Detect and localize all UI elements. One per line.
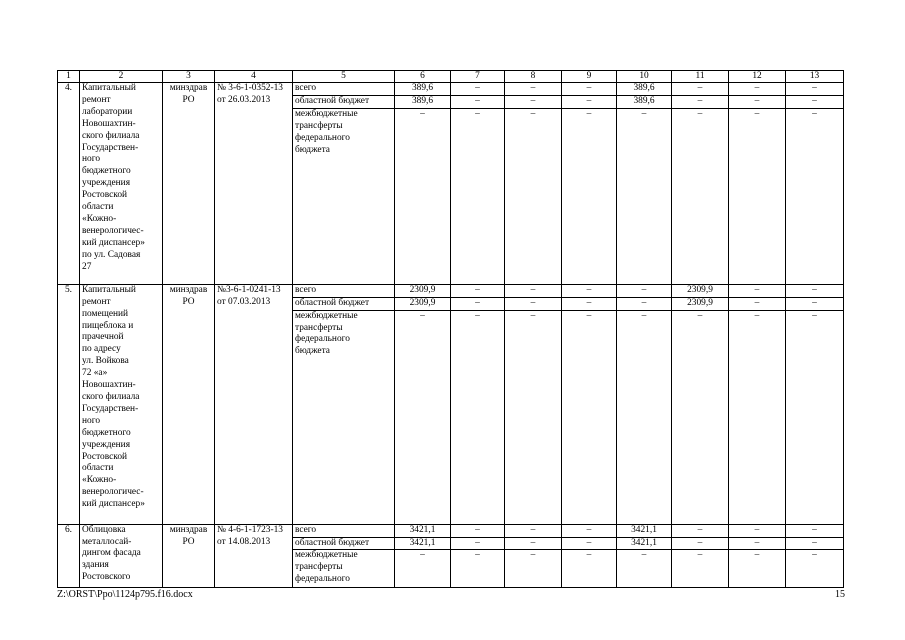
amount-cell: – bbox=[451, 550, 505, 588]
item-name-line: Капитальный bbox=[82, 284, 136, 295]
amount-cell: – bbox=[617, 108, 672, 284]
amount-cell: – bbox=[729, 108, 786, 284]
item-name-line: 72 «а» bbox=[82, 368, 108, 379]
amount-cell: – bbox=[729, 310, 786, 524]
amount-cell: – bbox=[786, 95, 844, 108]
amount-cell: – bbox=[729, 95, 786, 108]
amount-cell: – bbox=[672, 550, 729, 588]
funding-source-line: федерального bbox=[295, 132, 350, 143]
document-reference-line: от 26.03.2013 bbox=[217, 94, 271, 105]
amount-cell: – bbox=[729, 524, 786, 537]
amount-cell: – bbox=[562, 83, 617, 96]
amount-cell: – bbox=[505, 310, 562, 524]
item-name-line: Ростовской bbox=[82, 190, 128, 201]
amount-cell: – bbox=[617, 550, 672, 588]
column-number-cell: 13 bbox=[786, 71, 844, 83]
item-name-line: по адресу bbox=[82, 344, 121, 355]
column-number-cell: 3 bbox=[163, 71, 215, 83]
amount-cell: 3421,1 bbox=[395, 524, 451, 537]
funding-source-line: межбюджетные bbox=[295, 550, 358, 561]
item-name-line: венерологичес- bbox=[82, 225, 144, 236]
funding-source-line: федерального bbox=[295, 574, 350, 585]
amount-cell: – bbox=[729, 83, 786, 96]
amount-cell: – bbox=[451, 83, 505, 96]
amount-cell: – bbox=[729, 284, 786, 297]
item-name-line: кий диспансер» bbox=[82, 499, 145, 510]
amount-cell: – bbox=[786, 524, 844, 537]
amount-cell: – bbox=[451, 524, 505, 537]
item-name-line: Капитальный bbox=[82, 83, 136, 93]
amount-cell: – bbox=[562, 310, 617, 524]
table-row bbox=[58, 524, 844, 537]
document-reference-line: от 07.03.2013 bbox=[217, 296, 271, 307]
funding-source: всего bbox=[293, 83, 395, 96]
item-name-line: кий диспансер» bbox=[82, 237, 145, 248]
item-name-line: бюджетного bbox=[82, 166, 131, 177]
amount-cell: – bbox=[395, 108, 451, 284]
table-row bbox=[58, 284, 844, 297]
item-name-line: венерологичес- bbox=[82, 487, 144, 498]
amount-cell: – bbox=[505, 537, 562, 550]
item-name-line: учреждения bbox=[82, 439, 131, 450]
amount-cell: – bbox=[729, 550, 786, 588]
item-name-line: ского филиала bbox=[82, 391, 140, 402]
item-name-line: Ростовской bbox=[82, 451, 128, 462]
item-name-line: Новошахтин- bbox=[82, 380, 136, 391]
funding-source bbox=[293, 550, 395, 588]
amount-cell: 2309,9 bbox=[395, 284, 451, 297]
item-name-line: Облицовка bbox=[82, 524, 126, 535]
amount-cell: – bbox=[562, 550, 617, 588]
item-name-line: «Кожно- bbox=[82, 475, 117, 486]
amount-cell: – bbox=[562, 108, 617, 284]
organization-line: РО bbox=[182, 296, 195, 307]
amount-cell: 389,6 bbox=[395, 83, 451, 96]
column-number-cell: 7 bbox=[451, 71, 505, 83]
amount-cell: – bbox=[451, 95, 505, 108]
item-name-line: дингом фасада bbox=[82, 548, 141, 559]
item-name-line: прачечной bbox=[82, 332, 124, 343]
page-number: 15 bbox=[835, 589, 845, 600]
organization-line: минздрав bbox=[169, 83, 208, 93]
amount-cell: – bbox=[786, 108, 844, 284]
item-name-line: ного bbox=[82, 415, 101, 426]
amount-cell: 3421,1 bbox=[617, 524, 672, 537]
amount-cell: – bbox=[451, 297, 505, 310]
funding-source bbox=[293, 310, 395, 524]
amount-cell: – bbox=[672, 310, 729, 524]
funding-source-line: трансферты bbox=[295, 322, 343, 333]
amount-cell: – bbox=[729, 297, 786, 310]
amount-cell: – bbox=[672, 83, 729, 96]
document-reference-line: № 4-6-1-1723-13 bbox=[217, 524, 283, 535]
budget-table bbox=[57, 70, 844, 588]
document-reference-line: №3-6-1-0241-13 bbox=[217, 284, 281, 295]
funding-source-line: трансферты bbox=[295, 562, 343, 573]
item-name-line: области bbox=[82, 463, 114, 474]
item-number: 4. bbox=[58, 83, 80, 285]
column-number-cell: 11 bbox=[672, 71, 729, 83]
amount-cell: – bbox=[562, 284, 617, 297]
amount-cell: – bbox=[505, 524, 562, 537]
funding-source-line: федерального bbox=[295, 334, 350, 345]
amount-cell: – bbox=[451, 108, 505, 284]
item-name-line: по ул. Садовая bbox=[82, 249, 141, 260]
table-row bbox=[58, 83, 844, 96]
funding-source-line: трансферты bbox=[295, 120, 343, 131]
organization bbox=[163, 83, 215, 285]
amount-cell: – bbox=[786, 310, 844, 524]
item-name bbox=[80, 284, 163, 524]
item-name-line: Государствен- bbox=[82, 142, 139, 153]
amount-cell: – bbox=[617, 310, 672, 524]
amount-cell: – bbox=[672, 108, 729, 284]
column-number-row bbox=[58, 71, 844, 83]
amount-cell: – bbox=[395, 310, 451, 524]
item-name-line: пищеблока и bbox=[82, 320, 134, 331]
amount-cell: – bbox=[505, 284, 562, 297]
item-name-line: ского филиала bbox=[82, 130, 140, 141]
amount-cell: – bbox=[395, 550, 451, 588]
funding-source-line: бюджета bbox=[295, 144, 330, 155]
amount-cell: – bbox=[672, 537, 729, 550]
item-name-line: «Кожно- bbox=[82, 213, 117, 224]
amount-cell: – bbox=[672, 95, 729, 108]
item-name-line: области bbox=[82, 202, 114, 213]
amount-cell: 389,6 bbox=[395, 95, 451, 108]
item-name-line: ремонт bbox=[82, 94, 111, 105]
amount-cell: – bbox=[505, 297, 562, 310]
amount-cell: – bbox=[729, 537, 786, 550]
funding-source-line: межбюджетные bbox=[295, 310, 358, 321]
amount-cell: 389,6 bbox=[617, 83, 672, 96]
column-number-cell: 2 bbox=[80, 71, 163, 83]
item-name-line: ного bbox=[82, 154, 101, 165]
amount-cell: – bbox=[451, 284, 505, 297]
funding-source bbox=[293, 108, 395, 284]
amount-cell: – bbox=[505, 108, 562, 284]
funding-source: областной бюджет bbox=[293, 95, 395, 108]
amount-cell: 3421,1 bbox=[395, 537, 451, 550]
column-number-cell: 5 bbox=[293, 71, 395, 83]
item-name-line: ремонт bbox=[82, 296, 111, 307]
amount-cell: – bbox=[672, 524, 729, 537]
amount-cell: – bbox=[505, 550, 562, 588]
amount-cell: – bbox=[786, 297, 844, 310]
amount-cell: 2309,9 bbox=[395, 297, 451, 310]
item-name-line: учреждения bbox=[82, 178, 131, 189]
document-reference bbox=[215, 524, 293, 588]
organization bbox=[163, 284, 215, 524]
item-name bbox=[80, 83, 163, 285]
organization-line: РО bbox=[182, 94, 195, 105]
amount-cell: – bbox=[786, 284, 844, 297]
funding-source: областной бюджет bbox=[293, 537, 395, 550]
item-name-line: 27 bbox=[82, 261, 92, 272]
funding-source-line: межбюджетные bbox=[295, 108, 358, 119]
organization-line: минздрав bbox=[169, 284, 208, 295]
amount-cell: 2309,9 bbox=[672, 284, 729, 297]
item-name-line: помещений bbox=[82, 308, 129, 319]
item-name-line: ул. Войкова bbox=[82, 356, 129, 367]
column-number-cell: 1 bbox=[58, 71, 80, 83]
column-number-cell: 8 bbox=[505, 71, 562, 83]
item-name-line: Государствен- bbox=[82, 403, 139, 414]
amount-cell: – bbox=[505, 83, 562, 96]
column-number-cell: 10 bbox=[617, 71, 672, 83]
funding-source: всего bbox=[293, 284, 395, 297]
amount-cell: – bbox=[786, 537, 844, 550]
amount-cell: – bbox=[505, 95, 562, 108]
document-reference bbox=[215, 83, 293, 285]
footer-file-path: Z:\ORST\Ppo\1124p795.f16.docx bbox=[57, 589, 193, 600]
amount-cell: – bbox=[562, 297, 617, 310]
document-reference-line: № 3-6-1-0352-13 bbox=[217, 83, 283, 93]
amount-cell: – bbox=[617, 297, 672, 310]
column-number-cell: 6 bbox=[395, 71, 451, 83]
amount-cell: 2309,9 bbox=[672, 297, 729, 310]
organization-line: РО bbox=[182, 536, 195, 547]
amount-cell: – bbox=[451, 310, 505, 524]
organization-line: минздрав bbox=[169, 524, 208, 535]
amount-cell: 3421,1 bbox=[617, 537, 672, 550]
amount-cell: – bbox=[451, 537, 505, 550]
document-reference bbox=[215, 284, 293, 524]
amount-cell: – bbox=[562, 95, 617, 108]
column-number-cell: 12 bbox=[729, 71, 786, 83]
funding-source: всего bbox=[293, 524, 395, 537]
amount-cell: – bbox=[786, 550, 844, 588]
item-name bbox=[80, 524, 163, 588]
item-name-line: бюджетного bbox=[82, 427, 131, 438]
amount-cell: – bbox=[617, 284, 672, 297]
item-number: 5. bbox=[58, 284, 80, 524]
item-name-line: металлосай- bbox=[82, 536, 132, 547]
document-reference-line: от 14.08.2013 bbox=[217, 536, 271, 547]
item-number: 6. bbox=[58, 524, 80, 588]
amount-cell: – bbox=[786, 83, 844, 96]
item-name-line: здания bbox=[82, 560, 109, 571]
organization bbox=[163, 524, 215, 588]
column-number-cell: 4 bbox=[215, 71, 293, 83]
funding-source-line: бюджета bbox=[295, 346, 330, 357]
item-name-line: Ростовского bbox=[82, 572, 131, 583]
item-name-line: Новошахтин- bbox=[82, 118, 136, 129]
amount-cell: 389,6 bbox=[617, 95, 672, 108]
amount-cell: – bbox=[562, 524, 617, 537]
amount-cell: – bbox=[562, 537, 617, 550]
funding-source: областной бюджет bbox=[293, 297, 395, 310]
column-number-cell: 9 bbox=[562, 71, 617, 83]
item-name-line: лаборатории bbox=[82, 106, 133, 117]
